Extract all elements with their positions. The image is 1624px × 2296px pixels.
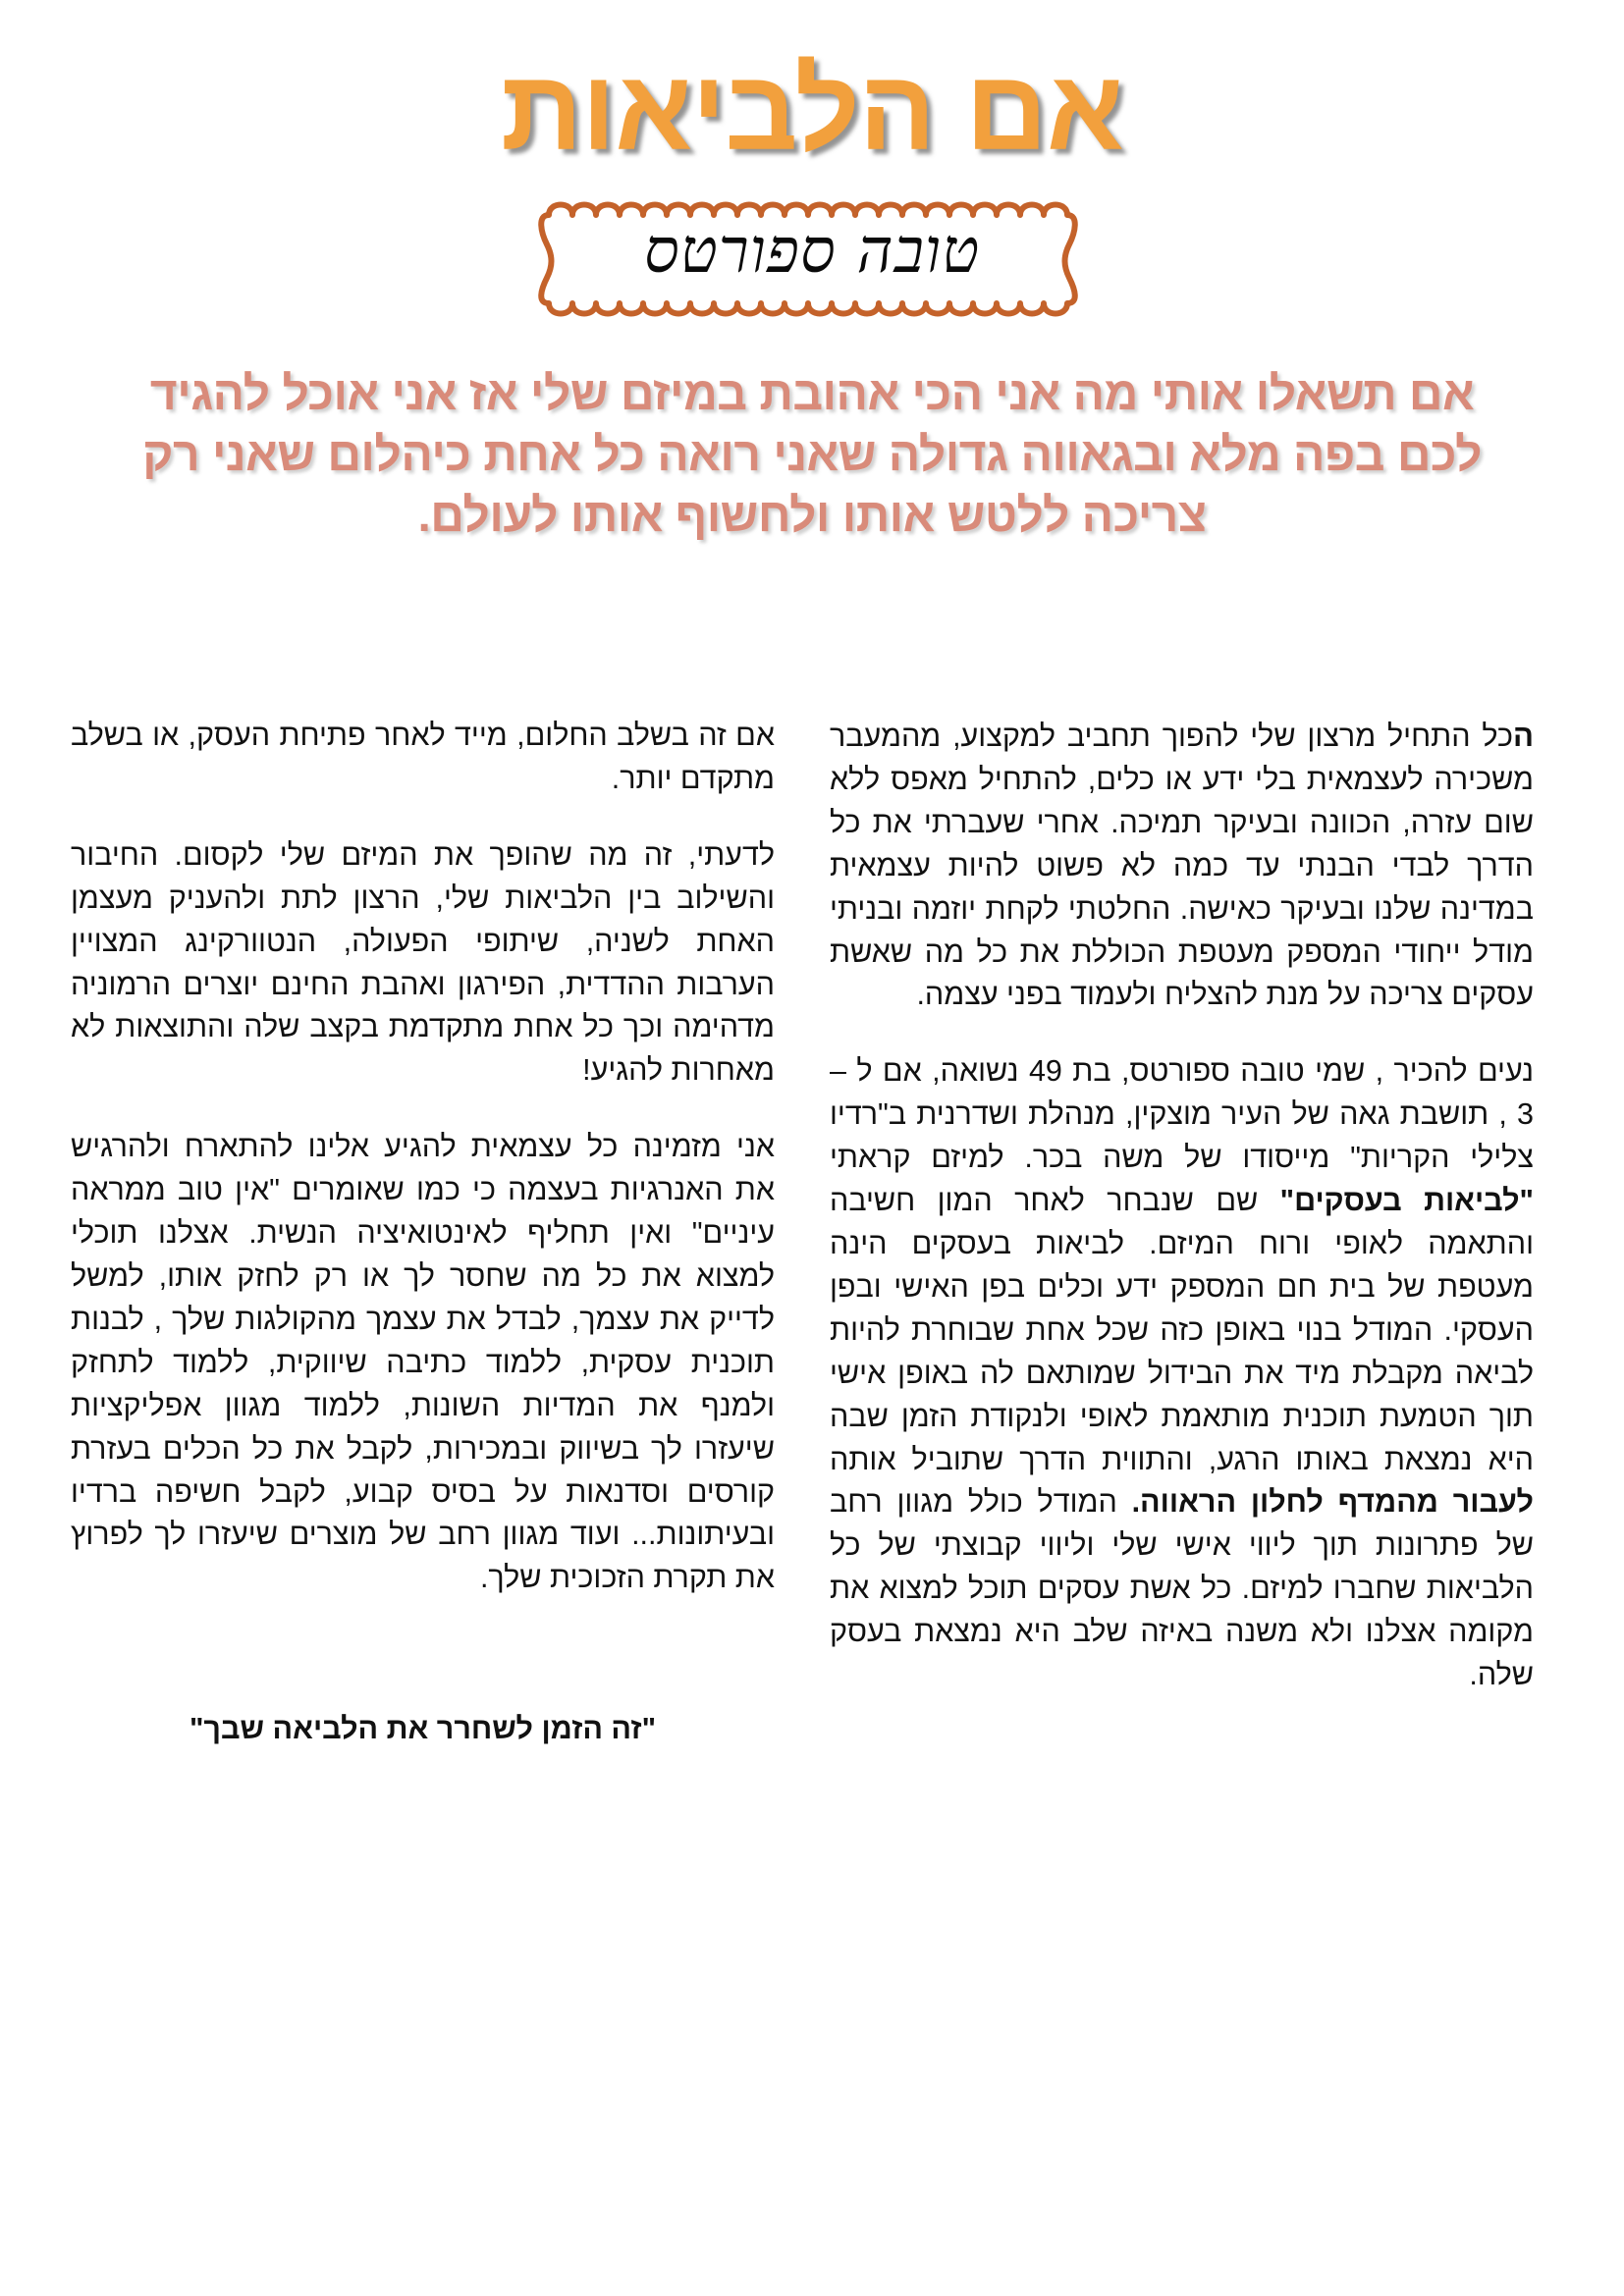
paragraph: אם זה בשלב החלום, מייד לאחר פתיחת העסק, או בשלב מתקדם יותר.: [71, 719, 775, 795]
paragraph-text-segment: נעים להכיר , שמי טובה ספורטס, בת 49 נשואה, אם ל – 3 , תושבת גאה של העיר מוצקין, מנהלת ושדרנית ב"רדיו צלילי הקריות" מייסודו של משה בכר. למיזם קראתי: [830, 1054, 1534, 1175]
page-title: אם הלביאות: [501, 46, 1123, 174]
column-left: [71, 715, 775, 1751]
paragraph: [830, 1050, 1534, 1697]
paragraph: הכל התחיל מרצון שלי להפוך תחביב למקצוע, מהמעבר משכירה לעצמאית בלי ידע או כלים, להתחיל מאפס ללא שום עזרה, הכוונה ובעיקר תמיכה. אחרי שעברתי את כל הדרך לבדי הבנתי עד כמה לא פשוט להיות עצמאית במדינה שלנו ובעיקר כאישה. החלטתי לקחת יוזמה ובניתי מודל ייחודי המספק מעטפת הכוללת את כל מה שאשת עסקים צריכה על מנת להצליח ולעמוד בפני עצמה.: [830, 719, 1534, 1012]
paragraph: אני מזמינה כל עצמאית להגיע אלינו להתארח ולהרגיש את האנרגיות בעצמה כי כמו שאומרים "אין טוב ממראה עיניים" ואין תחליף לאינטואיציה הנשית. אצלנו תוכלי למצוא את כל מה שחסר לך או רק לחזק אותו, למשל לדייק את עצמך, לבדל את עצמך מהקולגות שלך , לבנות תוכנית עסקית, ללמוד כתיבה שיווקית, ללמוד לתחזק ולמנף את המדיות השונות, ללמוד מגוון אפליקציות שיעזרו לך בשיווק ובמכירות, לקבל את כל הכלים בעזרת קורסים וסדנאות על בסיס קבוע, לקבל חשיפה ברדיו ובעיתונות... ועוד מגוון רחב של מוצרים שיעזרו לך לפרוץ את תקרת הזכוכית שלך.: [71, 1130, 775, 1595]
column-right: [830, 715, 1534, 1697]
paragraph-bold-segment: לעבור מהמדף לחלון הראווה.: [1131, 1485, 1534, 1520]
pull-quote: "זה הזמן לשחרר את הלביאה שבך": [189, 1712, 657, 1746]
author-name: טובה ספורטס: [643, 214, 981, 287]
paragraph-bold-segment: "לביאות בעסקים": [1279, 1184, 1534, 1218]
article-columns: [71, 715, 1534, 1751]
paragraph-text-segment: שם שנבחר לאחר המון חשיבה והתאמה לאופי ורוח המיזם. לביאות בעסקים הינה מעטפת של בית חם המספק ידע וכלים בפן האישי ובפן העסקי. המודל בנוי באופן כזה שכל אחת שבוחרת להיות לביאה מקבלת מיד את הבידול שמותאם לה באופן אישי תוך הטמעת תוכנית מותאמת לאופי ולנקודת הזמן שבה היא נמצאת באותו הרגע, והתווית הדרך שתוביל אותה: [830, 1184, 1534, 1476]
paragraph: לדעתי, זה מה שהופך את המיזם שלי לקסום. החיבור והשילוב בין הלביאות שלי, הרצון לתת ולהעניק מעצמן האחת לשניה, שיתופי הפעולה, הנטוורקינג המצויין הערבות ההדדית, הפירגון ואהבת החינם יוצרים הרמוניה מדהימה וכך כל אחת מתקדמת בקצב שלה והתוצאות לא מאחרות להגיע!: [71, 837, 775, 1088]
paragraph-text-segment: המודל כולל מגוון רחב של פתרונות תוך ליווי אישי שלי וליווי קבוצתי של כל הלביאות שחברו למיזם. כל אשת עסקים תוכל למצוא את מקומה אצלנו ולא משנה באיזה שלב היא נמצאת בעסק שלה.: [830, 1485, 1534, 1692]
standfirst-text: אם תשאלו אותי מה אני הכי אהובת במיזם שלי אז אני אוכל להגיד לכם בפה מלא ובגאווה גדולה שאני רואה כל אחת כיהלום שאני רק צריכה ללטש אותו ולחשוף אותו לעולם.: [142, 367, 1482, 543]
masthead: [0, 0, 1624, 548]
name-badge: [527, 182, 1097, 329]
